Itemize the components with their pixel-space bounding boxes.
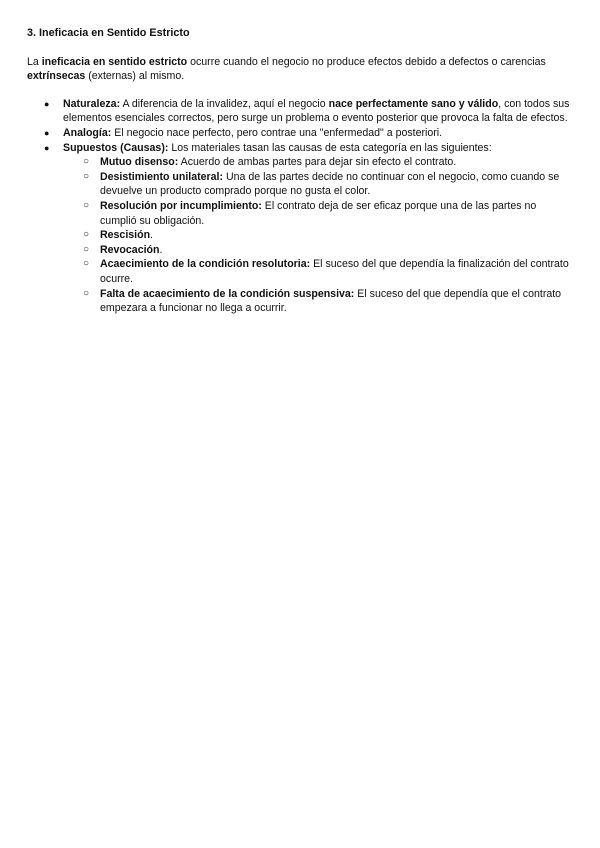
intro-text-3: (externas) al mismo. [85, 70, 185, 83]
intro-bold-term: ineficacia en sentido estricto [41, 55, 188, 68]
sublist-item-revocacion [83, 243, 575, 258]
subitem-text: . [159, 243, 163, 256]
subitem-label: Revocación [100, 243, 160, 256]
subitem-text: . [150, 229, 153, 242]
hollow-bullet-icon: ○ [83, 170, 90, 182]
list-item-naturaleza [44, 97, 575, 126]
intro-paragraph [27, 55, 575, 84]
section-heading: 3. Ineficacia en Sentido Estricto [27, 27, 190, 39]
subitem-label: Falta de acaecimiento de la condición suspensiva: [100, 287, 355, 300]
hollow-bullet-icon: ○ [83, 287, 90, 299]
filled-bullet-icon: ● [44, 127, 50, 138]
sublist-item-resolucion [83, 199, 575, 228]
hollow-bullet-icon: ○ [83, 243, 90, 255]
sublist-item-desistimiento [83, 170, 575, 199]
item-text: Los materiales tasan las causas de esta categoría en las siguientes: [168, 141, 492, 154]
subitem-text: Una de las partes decide no continuar con el negocio, como cuando se devuelve un producto comprado porque no gusta el color. [100, 170, 560, 198]
list-item-supuestos [44, 141, 575, 316]
filled-bullet-icon: ● [44, 98, 50, 109]
subitem-text: El suceso del que dependía la finalización del contrato ocurre. [100, 258, 569, 285]
item-bold-text: nace perfectamente sano y válido [328, 97, 499, 110]
filled-bullet-icon: ● [44, 142, 50, 153]
subitem-label: Rescisión [100, 229, 151, 242]
subitem-text: El suceso del que dependía que el contrato empezara a funcionar no llega a ocurrir. [100, 287, 562, 315]
subitem-label: Mutuo disenso: [100, 156, 179, 169]
subitem-label: Desistimiento unilateral: [100, 170, 224, 183]
list-item-analogia [44, 126, 575, 141]
document-page [27, 26, 575, 316]
item-label: Analogía: [63, 126, 112, 139]
item-label: Naturaleza: [63, 97, 121, 110]
sublist-item-condicion-suspensiva [83, 287, 575, 316]
main-bullet-list [27, 97, 575, 316]
item-label: Supuestos (Causas): [63, 141, 169, 154]
item-text: El negocio nace perfecto, pero contrae una "enfermedad" a posteriori. [111, 126, 443, 139]
subitem-text: El contrato deja de ser eficaz porque una de las partes no cumplió su obligación. [100, 199, 537, 227]
intro-bold-extrinsic: extrínsecas [27, 70, 86, 83]
item-text: , con todos sus elementos esenciales correctos, pero surge un problema o evento posterior que provoca la falta de efectos. [63, 97, 570, 125]
hollow-bullet-icon: ○ [83, 258, 90, 270]
intro-text-2: ocurre cuando el negocio no produce efectos debido a defectos o carencias [187, 55, 546, 68]
subitem-label: Resolución por incumplimiento: [100, 199, 262, 212]
item-text: A diferencia de la invalidez, aquí el negocio [120, 97, 329, 110]
causes-sublist [63, 155, 575, 316]
hollow-bullet-icon: ○ [83, 199, 90, 211]
subitem-text: Acuerdo de ambas partes para dejar sin efecto el contrato. [178, 156, 457, 169]
intro-text-1: La [27, 55, 42, 68]
hollow-bullet-icon: ○ [83, 229, 90, 241]
hollow-bullet-icon: ○ [83, 156, 90, 168]
sublist-item-condicion-resolutoria [83, 257, 575, 286]
sublist-item-mutuo-disenso [83, 155, 575, 170]
sublist-item-rescision [83, 228, 575, 243]
subitem-label: Acaecimiento de la condición resolutoria: [100, 258, 311, 271]
